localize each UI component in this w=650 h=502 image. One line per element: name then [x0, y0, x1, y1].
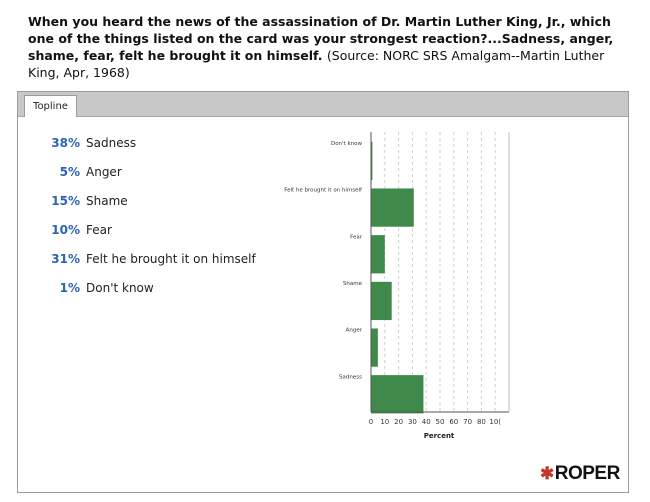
topline-label: Fear — [86, 223, 112, 237]
x-tick-label: 10( — [489, 418, 502, 426]
topline-pct: 31% — [51, 252, 80, 266]
x-tick-label: 10 — [380, 418, 390, 426]
topline-pct: 5% — [59, 165, 80, 179]
category-label: Don't know — [330, 141, 362, 148]
category-label: Sadness — [339, 374, 362, 381]
category-label: Fear — [350, 234, 362, 241]
roper-logo — [540, 463, 620, 485]
topline-label: Sadness — [86, 136, 137, 150]
roper-logo-text: ROPER — [554, 463, 620, 484]
topline-pct: 1% — [59, 281, 80, 295]
x-tick-label: 50 — [435, 418, 445, 426]
question-text — [28, 13, 628, 81]
question-source: (Source: NORC SRS Amalgam--Martin Luther King, Apr, 1968) — [28, 48, 605, 80]
tab-bar — [18, 92, 628, 117]
category-label: Shame — [342, 281, 362, 288]
topline-label: Shame — [86, 194, 128, 208]
topline-label: Don't know — [86, 281, 154, 295]
x-tick-label: 60 — [449, 418, 459, 426]
question-bold: When you heard the news of the assassination of Dr. Martin Luther King, Jr., which one of the things listed on the card was your strongest reaction?...Sadness, anger, shame, fear, felt he brought it on himself. — [28, 14, 614, 63]
topline-label: Anger — [86, 165, 122, 179]
category-label: Anger — [345, 327, 362, 334]
x-tick-label: 30 — [407, 418, 417, 426]
x-axis-label: Percent — [423, 432, 455, 440]
topline-pct: 38% — [51, 136, 80, 150]
results-panel — [17, 91, 629, 493]
category-label: Felt he brought it on himself — [284, 187, 362, 194]
roper-star-icon: ✱ — [540, 464, 554, 483]
topline-pct: 15% — [51, 194, 80, 208]
topline-pct: 10% — [51, 223, 80, 237]
tab-topline[interactable]: Topline — [24, 95, 77, 117]
x-tick-label: 40 — [421, 418, 431, 426]
x-tick-label: 20 — [394, 418, 404, 426]
x-tick-label: 70 — [463, 418, 473, 426]
topline-label: Felt he brought it on himself — [86, 252, 256, 266]
x-tick-label: 80 — [476, 418, 486, 426]
x-tick-label: 0 — [368, 418, 374, 426]
